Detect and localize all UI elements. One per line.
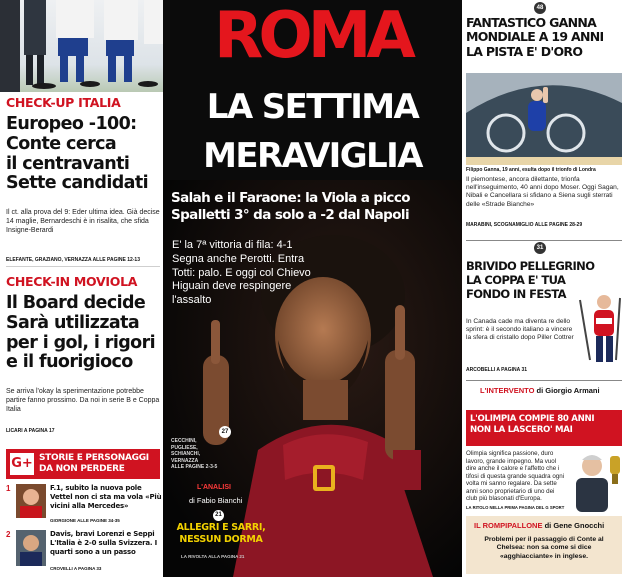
rompipallone-box[interactable]	[466, 516, 622, 574]
analysis-box[interactable]	[171, 484, 271, 572]
analysis-headline-line: NESSUN DORMA	[179, 534, 263, 546]
pellegrino-headline-line: FONDO IN FESTA	[466, 286, 566, 301]
lorenzi-portrait	[16, 530, 46, 566]
list-item[interactable]	[6, 484, 162, 526]
checkin-headline[interactable]	[6, 294, 162, 373]
checkup-headline-line: il centravanti	[6, 153, 130, 174]
rompipallone-author: di Gene Gnocchi	[544, 521, 605, 530]
page-badge: 27	[219, 426, 231, 438]
credit-line: SCHIANCHI,	[171, 451, 201, 457]
main-story	[163, 0, 462, 577]
pellegrino-credit: ARCOBELLI A PAGINA 31	[466, 367, 528, 373]
checkin-credit: LICARI A PAGINA 17	[6, 428, 55, 434]
armani-photo[interactable]	[568, 448, 624, 512]
pellegrino-headline-line: BRIVIDO PELLEGRINO	[466, 259, 595, 273]
gplus-logo: G+	[10, 453, 34, 475]
divider	[466, 240, 622, 241]
item-text: F.1, subito la nuova pole Vettel non ci sta ma vola «Più vicini alla Mercedes»	[50, 484, 162, 510]
velodrome-illustration	[466, 73, 622, 165]
rompipallone-byline	[474, 521, 604, 530]
intervento-banner[interactable]	[466, 410, 622, 446]
analysis-page-badge: 21	[213, 510, 224, 521]
subtitle-line: Salah e il Faraone: la Viola a picco	[171, 190, 410, 206]
roma-title[interactable]: ROMA	[214, 0, 411, 73]
checkup-headline-line: Conte cerca	[6, 133, 117, 154]
intervento-author: di Giorgio Armani	[536, 386, 600, 395]
ganna-page-badge: 48	[534, 2, 546, 14]
ganna-credit: MARABINI, SCOGNAMIGLIO ALLE PAGINE 28-29	[466, 222, 583, 228]
item-number: 1	[6, 484, 11, 493]
checkin-body: Se arriva l'okay la sperimentazione potrebbe partire fanno prossimo. Da noi in serie B e Coppa Italia	[6, 388, 160, 413]
checkup-headline[interactable]	[6, 115, 162, 194]
credit-line: CECCHINI,	[171, 438, 197, 444]
pellegrino-photo[interactable]	[574, 290, 624, 370]
intervento-headline-line: NON LA LASCERO' MAI	[470, 425, 573, 436]
lorenzi-photo	[16, 530, 46, 566]
credit-line: PUGLIESE,	[171, 444, 198, 451]
checkin-headline-line: e il fuorigioco	[6, 352, 133, 373]
checkup-credit: ELEFANTE, GRAZIANO, VERNAZZA ALLE PAGINE 12-13	[6, 257, 140, 263]
analysis-label: L'ANALISI	[197, 484, 231, 491]
analysis-credit: LA RIVOLTA ALLA PAGINA 21	[181, 554, 245, 559]
divider	[6, 266, 160, 267]
main-subtitle	[171, 190, 461, 224]
right-column	[462, 0, 625, 577]
rompipallone-label: IL ROMPIPALLONE	[474, 521, 543, 530]
players-illustration	[0, 0, 163, 92]
checkup-headline-line: Sette candidati	[6, 173, 149, 194]
left-column	[0, 0, 163, 577]
list-item[interactable]	[6, 530, 162, 574]
ganna-headline-line: MONDIALE A 19 ANNI	[466, 29, 604, 45]
pellegrino-page-badge: 31	[534, 242, 546, 254]
intervento-headline	[470, 414, 620, 436]
subtitle-line: Spalletti 3° da solo a -2 dal Napoli	[171, 206, 409, 223]
intervento-byline	[480, 386, 600, 395]
main-title-line[interactable]: MERAVIGLIA	[203, 136, 422, 176]
checkup-kicker: CHECK-UP ITALIA	[6, 95, 121, 110]
pellegrino-headline-line: LA COPPA E' TUA	[466, 272, 566, 287]
checkin-headline-line: Il Board decide	[6, 293, 146, 313]
item-credit: GIORGIONE ALLE PAGINE 34-35	[50, 518, 120, 523]
intervento-headline-line: L'OLIMPIA COMPIE 80 ANNI	[470, 414, 595, 424]
gplus-label: STORIE E PERSONAGGI DA NON PERDERE	[39, 453, 149, 475]
item-credit: CROVELLI A PAGINA 33	[50, 566, 102, 571]
vettel-portrait	[16, 484, 46, 518]
credit-line: ALLE PAGINE 2-3-5	[171, 464, 218, 470]
checkup-body: Il ct. alla prova del 9: Eder ultima idea. Già decise 14 maglie, Bernardeschi è in risalita, che sfida Insigne-Berardi	[6, 209, 160, 234]
intervento-label: L'INTERVENTO	[480, 386, 535, 395]
checkup-headline-line: Europeo -100:	[6, 114, 137, 134]
analysis-headline	[171, 522, 271, 547]
ganna-headline[interactable]	[466, 16, 622, 59]
divider	[466, 380, 622, 381]
main-title-line[interactable]: LA SETTIMA	[206, 87, 419, 127]
italy-players-photo[interactable]	[0, 0, 163, 92]
credit-line: VERNAZZA	[171, 457, 199, 464]
ganna-headline-line: LA PISTA E' D'ORO	[466, 43, 583, 59]
main-credits	[171, 438, 217, 471]
analysis-headline-line: ALLEGRI E SARRI,	[176, 522, 266, 533]
ganna-headline-line: FANTASTICO GANNA	[466, 15, 597, 30]
checkin-headline-line: Sarà utilizzata	[6, 312, 140, 333]
ganna-caption: Filippo Ganna, 19 anni, esulta dopo il trionfo di Londra	[466, 167, 596, 173]
intervento-credit: LA RITOLO NELLA PRIMA PAGINA DEL G SPORT	[466, 505, 565, 510]
armani-portrait	[568, 448, 624, 512]
ganna-photo[interactable]	[466, 73, 622, 165]
skier-illustration	[574, 290, 624, 370]
gplus-banner[interactable]	[6, 449, 160, 479]
pellegrino-body: In Canada cade ma diventa re dello sprint: è il secondo italiano a vincere la sfera di cristallo dopo Piller Cottrer	[466, 318, 574, 342]
ganna-body: Il piemontese, ancora dilettante, trionfa nell'inseguimento, 40 anni dopo Moser. Oggi Sagan, Nibali e Cancellara si sfidano a Siena sugli sterrati delle «Strade Bianche»	[466, 176, 619, 208]
item-text: Davis, bravi Lorenzi e Seppi L'Italia è 2-0 sulla Svizzera. I quarti sono a un passo	[50, 530, 157, 556]
intervento-body: Olimpia significa passione, duro lavoro, grande impegno. Ma vuol dire anche il calore e l'affetto che i tifosi di questa grande squadra ogni volta mi sanno regalare. Da sette anni sono proprietario di uno dei club più blasonati d'Europa.	[466, 450, 565, 503]
analysis-author: di Fabio Bianchi	[189, 496, 243, 505]
rompipallone-body: Problemi per il passaggio di Conte al Chelsea: non sa come si dice «agghiacciante» in inglese.	[484, 536, 604, 560]
vettel-photo	[16, 484, 46, 518]
main-summary: E' la 7ª vittoria di fila: 4-1 Segna anche Perotti. Entra Totti: palo. E oggi col Chievo Higuain deve respingere l'assalto	[172, 239, 311, 306]
checkin-kicker: CHECK-IN MOVIOLA	[6, 274, 138, 289]
item-number: 2	[6, 530, 11, 539]
checkin-headline-line: per i gol, i rigori	[6, 332, 155, 353]
